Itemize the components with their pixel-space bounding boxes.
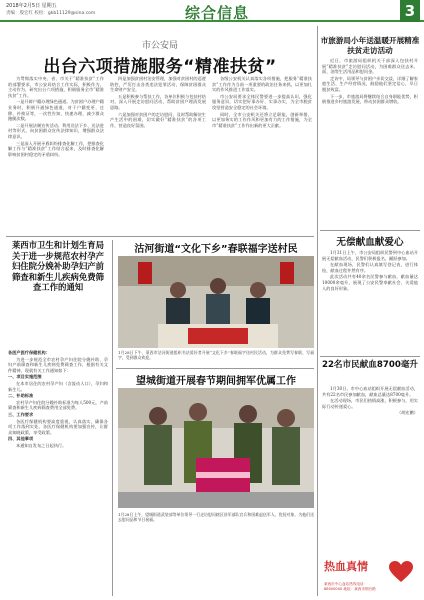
- divider: [317, 26, 318, 596]
- notice-paragraph: 为进一步规范全市农村孕产妇住院分娩补助、孕妇产前筛查和新生儿疾病免费筛查工作，根据有关文件精神，现就有关工作通知如下：: [8, 356, 108, 373]
- notice-subhead: 三、工作要求: [8, 411, 34, 417]
- tourism-paragraph: 下一步，市旅游局将继续结合自身职能优势，积极推进乡村旅游发展，带动贫困群众增收。: [322, 93, 418, 105]
- divider: [6, 236, 314, 237]
- lead-paragraph: 二是开展法制宣传活动。利用送法下乡、送法进村等形式，向贫困群众宣传法律知识，增强群众法律意识。: [8, 122, 104, 139]
- story2-headline: 沽河街道“文化下乡”春联福字送村民: [134, 244, 298, 255]
- divider: [112, 240, 113, 596]
- divider: [116, 368, 314, 369]
- lead-col-3: [212, 76, 312, 236]
- divider: [320, 356, 420, 357]
- tourism-paragraph: 走访中，局领导与贫困户亲切交谈，详细了解家庭生活、生产经营情况，鼓励他们坚定信心，早日脱贫致富。: [322, 75, 418, 92]
- ad-contact: 莱西市中心血站热线电话：88000000 地址：莱西市烟台路: [324, 582, 376, 591]
- blood-donation-body: [322, 250, 418, 350]
- section-title: 综合信息: [185, 4, 250, 22]
- divider: [320, 230, 420, 231]
- calligraphy-photo: [118, 256, 314, 348]
- notice-subhead: 二、补助标准: [8, 393, 34, 399]
- notice-subhead: 一、项目实施范围: [8, 374, 42, 380]
- blood-paragraph: 此次活动共有40余名民警参与献血，献血量达10000余毫升，展现了公安民警奉献社会、关爱他人的良好形象。: [322, 274, 418, 291]
- page-number: 3: [400, 0, 420, 22]
- citizens-donation-headline: 22名市民献血8700毫升: [321, 360, 419, 370]
- citizens-paragraph: 在活动现场，市民们热情高涨，积极参与，用实际行动传递爱心。: [322, 398, 418, 409]
- lead-paragraph: 三是深入开展矛盾纠纷排查化解工作，把排查化解工作与“精准扶贫”工作结合起来，及时排查化解影响贫困村稳定的矛盾纠纷。: [8, 140, 104, 157]
- notice-paragraph: 各医疗保健机构要高度重视，认真落实，确保各项工作落到实处。各医疗保健机构要加强宣传，让群众知晓政策，享受政策。: [8, 418, 108, 435]
- citizens-donation-body: [322, 386, 418, 552]
- lead-paragraph: 市公安局要求全体民警要进一步提高认识，强化服务意识，切实把好事办好、实事办实，为全市脱贫攻坚营造安全稳定的社会环境。: [212, 93, 312, 110]
- notice-salutation: 各医产医疗保健机构：: [8, 350, 50, 355]
- lead-paragraph: 四是加强贫困村治安管理，加强对贫困村的巡逻防控，严厉打击各类违法犯罪活动，保障贫困群众生命财产安全。: [110, 76, 206, 93]
- health-notice-headline: 莱西市卫生和计划生育局关于进一步规范农村孕产妇住院分娩补助孕妇产前筛查和新生儿疾病免费筛查工作的通知: [11, 240, 105, 292]
- notice-paragraph: 在本市居住的农村孕产妇（含流动人口），孕妇和新生儿。: [8, 380, 108, 392]
- tourism-paragraph: 近日，市旅游局组织机关干部深入包扶村开展“精准扶贫”走访慰问活动，为困难群众送去米、面、油等生活用品和慰问金。: [322, 58, 418, 75]
- lead-paragraph: 为贯彻落实中央、省、市关于“精准扶贫”工作的部署要求，市公安局结合工作实际，积极作为，主动作为，研究出台六项措施，积极服务全市“精准扶贫”工作。: [8, 76, 104, 98]
- lead-col-2: [110, 76, 206, 236]
- byline: （胡宏鹏）: [397, 410, 418, 416]
- lead-col-1: [8, 76, 104, 236]
- issue-date: 2018年2月5日 星期五: [6, 3, 57, 9]
- masthead: [0, 0, 424, 22]
- story2-caption: 1月28日下午，莱西市沽河街道组织书法爱好者开展“文化下乡”春联福字送村民活动，为群众免费写春联、写福字，受到群众欢迎。: [118, 350, 314, 360]
- editor-line: 责编：殷宏红 校检：gkb11129@sina.com: [6, 11, 96, 16]
- lead-paragraph: 五是积极参与帮扶工作，各单位积极与包扶村结对，深入开展走访慰问活动，帮助贫困户理清发展思路。: [110, 93, 206, 110]
- lead-paragraph: 同时，全市公安机关还将立足职能，创新举措，以更加务实的工作作风和更加有力的工作措施，为全市“精准扶贫”工作作出新的更大贡献。: [212, 111, 312, 128]
- lead-kicker: 市公安局: [141, 41, 178, 51]
- military-visit-photo: [118, 388, 314, 508]
- ad-title: 热血真情: [324, 560, 368, 573]
- notice-paragraph: 本通知自发布之日起执行。: [16, 442, 67, 448]
- citizens-paragraph: 1月30日，市中心血站组织开展无偿献血活动，共有22名市民参加献血，献血总量达8700毫升。: [322, 386, 418, 397]
- heart-icon: [388, 560, 414, 584]
- blood-donation-headline: 无偿献血献爱心: [336, 237, 404, 248]
- lead-headline: 出台六项措施服务“精准扶贫”: [43, 57, 277, 77]
- blood-paragraph: 在献血现场，民警们认真填写登记表，进行体检，献血过程井然有序。: [322, 262, 418, 273]
- blood-paragraph: 1月31日上午，市公安局组织民警到中心血站开展无偿献血活动，民警们积极报名，踊跃参加。: [322, 250, 418, 261]
- tourism-headline: 市旅游局小年送温暖开展精准扶贫走访活动: [320, 36, 420, 55]
- lead-paragraph: 各级公安机关认真落实各项措施，把服务“精准扶贫”工作作为当前一项重要的政治任务来抓，以更加扎实的作风推进工作落实。: [212, 76, 312, 93]
- story3-caption: 1月28日上午，望城街道武装部等单位领导一行走访慰问辖区驻军部队官兵和困难退伍军人、优抚对象，为他们送去慰问品和节日祝福。: [118, 512, 314, 522]
- lead-paragraph: 六是加强对贫困户的走访慰问，及时帮助解决生产生活中的困难，切实做好“精准扶贫”的各项工作，营造良好氛围。: [110, 111, 206, 128]
- tourism-body: [322, 58, 418, 236]
- story3-headline: 望城街道开展春节期间拥军优属工作: [136, 376, 296, 387]
- lead-paragraph: 一是开辟户籍办理绿色通道。为贫困户办理户籍业务时，积极开通绿色通道，对于户籍变更、迁移、补换证等，一次性告知，快速办理，减少群众跑腿次数。: [8, 99, 104, 122]
- blood-center-ad: [320, 556, 420, 596]
- health-notice-body: [8, 350, 108, 596]
- notice-subhead: 四、其他事项: [8, 436, 34, 442]
- notice-paragraph: 农村孕产妇住院分娩补助标准为每人500元，产前筛查和新生儿疾病筛查费用全部免费。: [8, 399, 108, 411]
